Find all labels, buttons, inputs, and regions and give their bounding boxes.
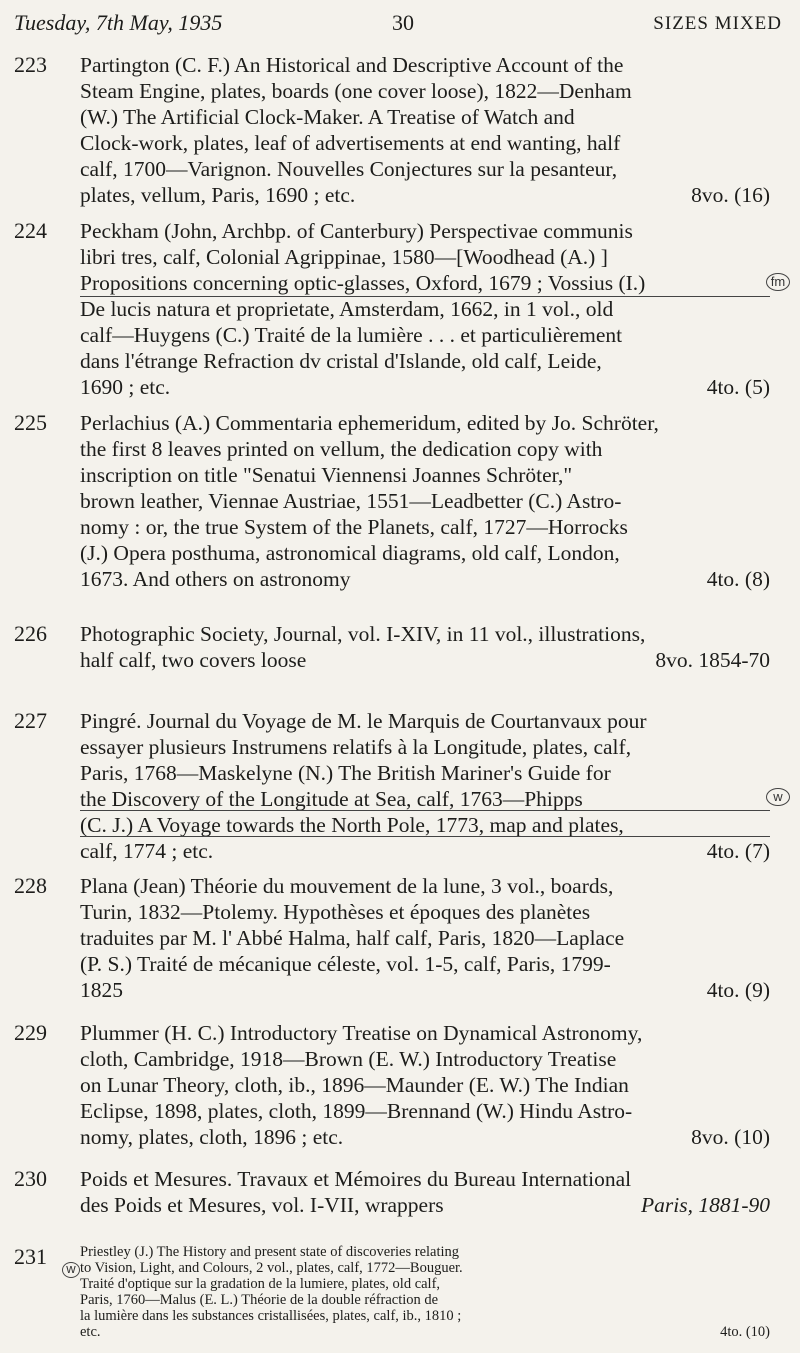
description-line: the Discovery of the Longitude at Sea, calf, 1763—Phipps (80, 787, 583, 811)
description-line: Turin, 1832—Ptolemy. Hypothèses et époques des planètes (80, 900, 591, 924)
description-line: Plana (Jean) Théorie du mouvement de la lune, 3 vol., boards, (80, 874, 614, 898)
lot-number: 227 (14, 708, 47, 733)
description-line: calf, 1774 ; etc. (80, 839, 214, 863)
lot-number: 226 (14, 621, 47, 646)
description-line: Clock-work, plates, leaf of advertisements at end wanting, half (80, 131, 621, 155)
description-line: Partington (C. F.) An Historical and Descriptive Account of the (80, 53, 624, 77)
description-line: Eclipse, 1898, plates, cloth, 1899—Brennand (W.) Hindu Astro- (80, 1099, 633, 1123)
description-line: cloth, Cambridge, 1918—Brown (E. W.) Introductory Treatise (80, 1047, 617, 1071)
description-line: Priestley (J.) The History and present state of discoveries relating (80, 1244, 460, 1260)
lot-number: 228 (14, 873, 47, 898)
pencil-annotation: w (766, 788, 790, 806)
description-line: Poids et Mesures. Travaux et Mémoires du Bureau International (80, 1167, 632, 1191)
lot-size: 8vo. (10) (691, 1125, 770, 1149)
description-line: libri tres, calf, Colonial Agrippinae, 1580—[Woodhead (A.) ] (80, 245, 608, 269)
lot-number: 225 (14, 410, 47, 435)
description-line: on Lunar Theory, cloth, ib., 1896—Maunder (E. W.) The Indian (80, 1073, 629, 1097)
pencil-underline (80, 810, 770, 811)
pencil-annotation: w (62, 1262, 80, 1278)
pencil-underline (80, 836, 770, 837)
section-title: SIZES MIXED (653, 13, 782, 34)
description-line: nomy : or, the true System of the Planets, calf, 1727—Horrocks (80, 515, 628, 539)
description-line: 1690 ; etc. (80, 375, 171, 399)
page-number: 30 (392, 10, 414, 35)
lot-description (80, 52, 770, 208)
description-line: 1673. And others on astronomy (80, 567, 351, 591)
lot-size: 8vo. (16) (691, 183, 770, 207)
pencil-underline (80, 296, 770, 297)
description-line: Perlachius (A.) Commentaria ephemeridum, edited by Jo. Schröter, (80, 411, 659, 435)
lot-size: 4to. (10) (720, 1324, 770, 1340)
description-line: la lumière dans les substances cristallisées, plates, calf, ib., 1810 ; (80, 1308, 462, 1324)
description-line: half calf, two covers loose (80, 648, 307, 672)
description-line: nomy, plates, cloth, 1896 ; etc. (80, 1125, 344, 1149)
description-line: des Poids et Mesures, vol. I-VII, wrappers (80, 1193, 444, 1217)
pencil-annotation: fm (766, 273, 790, 291)
description-line: Pingré. Journal du Voyage de M. le Marquis de Courtanvaux pour (80, 709, 647, 733)
description-line: plates, vellum, Paris, 1690 ; etc. (80, 183, 356, 207)
lot-size: 4to. (9) (706, 978, 770, 1002)
description-line: Propositions concerning optic-glasses, Oxford, 1679 ; Vossius (I.) (80, 271, 646, 295)
lot-size: 4to. (7) (706, 839, 770, 863)
lot-number: 229 (14, 1020, 47, 1045)
description-line: (P. S.) Traité de mécanique céleste, vol. 1-5, calf, Paris, 1799- (80, 952, 611, 976)
description-line: traduites par M. l' Abbé Halma, half calf, Paris, 1820—Laplace (80, 926, 625, 950)
description-line: dans l'étrange Refraction dv cristal d'Islande, old calf, Leide, (80, 349, 602, 373)
description-line: Paris, 1760—Malus (E. L.) Théorie de la double réfraction de (80, 1292, 439, 1308)
description-line: Steam Engine, plates, boards (one cover loose), 1822—Denham (80, 79, 632, 103)
lot-number: 224 (14, 218, 47, 243)
description-line: (W.) The Artificial Clock-Maker. A Treatise of Watch and (80, 105, 575, 129)
lot-size: 4to. (8) (706, 567, 770, 591)
lot-description (80, 1244, 770, 1340)
description-line: Peckham (John, Archbp. of Canterbury) Perspectivae communis (80, 219, 633, 243)
description-line: De lucis natura et proprietate, Amsterdam, 1662, in 1 vol., old (80, 297, 614, 321)
description-line: Traité d'optique sur la gradation de la lumiere, plates, old calf, (80, 1276, 441, 1292)
description-line: brown leather, Viennae Austriae, 1551—Leadbetter (C.) Astro- (80, 489, 622, 513)
lot-size: Paris, 1881-90 (641, 1193, 770, 1217)
lot-description (80, 410, 770, 592)
description-line: calf, 1700—Varignon. Nouvelles Conjectures sur la pesanteur, (80, 157, 618, 181)
lot-description (80, 218, 770, 400)
description-line: Photographic Society, Journal, vol. I-XIV, in 11 vol., illustrations, (80, 622, 646, 646)
description-line: the first 8 leaves printed on vellum, the dedication copy with (80, 437, 603, 461)
sale-date: Tuesday, 7th May, 1935 (14, 10, 223, 35)
lot-description (80, 873, 770, 1003)
lot-number: 223 (14, 52, 47, 77)
lot-number: 231 (14, 1244, 47, 1269)
description-line: Plummer (H. C.) Introductory Treatise on Dynamical Astronomy, (80, 1021, 643, 1045)
description-line: 1825 (80, 978, 123, 1002)
description-line: etc. (80, 1324, 101, 1340)
description-line: (J.) Opera posthuma, astronomical diagrams, old calf, London, (80, 541, 620, 565)
description-line: (C. J.) A Voyage towards the North Pole, 1773, map and plates, (80, 813, 624, 837)
description-line: essayer plusieurs Instrumens relatifs à la Longitude, plates, calf, (80, 735, 632, 759)
running-head (14, 10, 786, 34)
description-line: to Vision, Light, and Colours, 2 vol., plates, calf, 1772—Bouguer. (80, 1260, 463, 1276)
description-line: calf—Huygens (C.) Traité de la lumière . . . et particulièrement (80, 323, 623, 347)
lot-number: 230 (14, 1166, 47, 1191)
lot-size: 8vo. 1854-70 (655, 648, 770, 672)
lot-description (80, 1020, 770, 1150)
description-line: inscription on title "Senatui Viennensi Joannes Schröter," (80, 463, 573, 487)
description-line: Paris, 1768—Maskelyne (N.) The British Mariner's Guide for (80, 761, 611, 785)
lot-description (80, 708, 770, 864)
lot-size: 4to. (5) (706, 375, 770, 399)
